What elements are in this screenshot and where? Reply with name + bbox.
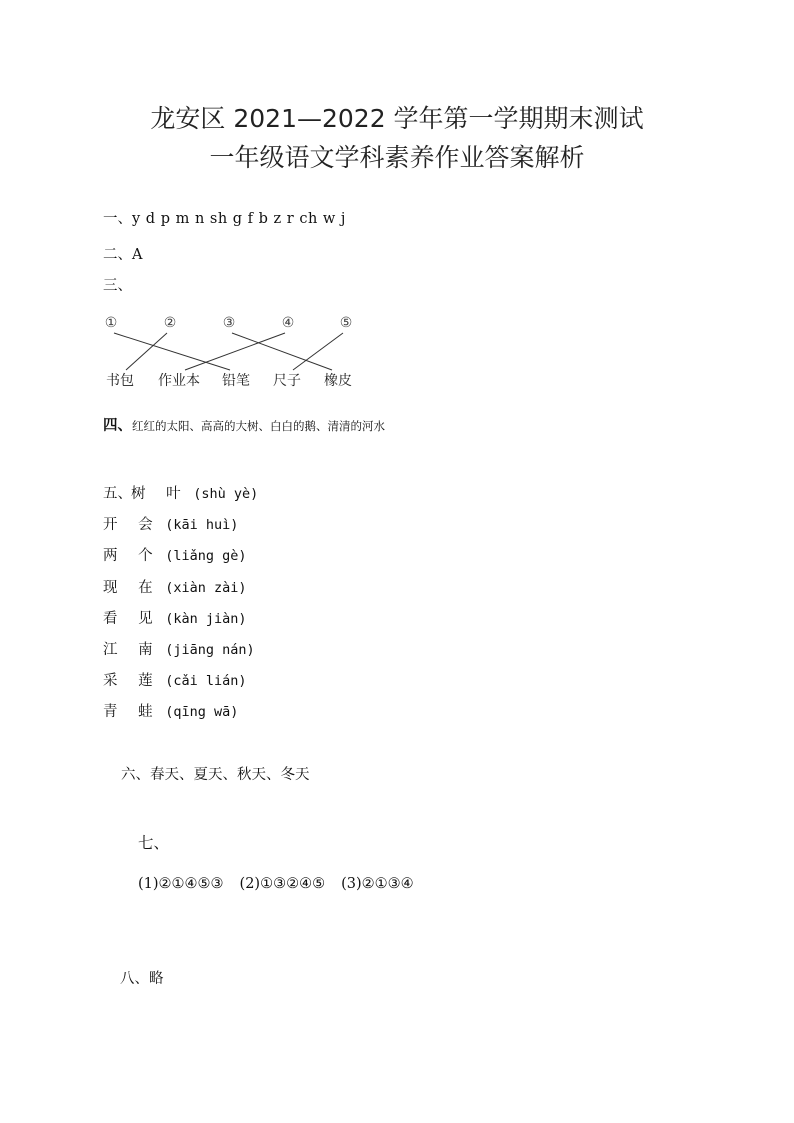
answer-4-label: 四、 — [103, 417, 132, 434]
answer-5-label: 五、 — [103, 486, 132, 502]
pinyin-row-pinyin: (xiàn zài) — [165, 579, 247, 596]
matching-diagram — [98, 310, 368, 400]
pinyin-row-chars: 开 会 — [103, 517, 161, 534]
pinyin-row-chars: 两 个 — [103, 548, 161, 565]
pinyin-row-pinyin: (jiāng nán) — [165, 642, 255, 658]
match-number: ④ — [281, 315, 295, 331]
pinyin-row — [103, 672, 247, 690]
answer-7-item-2-num: (2) — [239, 876, 261, 892]
match-word: 作业本 — [158, 373, 200, 389]
answer-1-text: y d p m n sh g f b z r ch w j — [132, 211, 346, 227]
match-word: 橡皮 — [324, 373, 352, 389]
answer-4 — [103, 417, 385, 435]
answer-7-item-1-seq: ②①④⑤③ — [158, 876, 224, 892]
answer-6-text: 春天、夏天、秋天、冬天 — [150, 767, 310, 783]
answer-7 — [138, 875, 414, 893]
pinyin-row-chars: 采 莲 — [103, 673, 161, 690]
answer-7-item-1 — [138, 876, 224, 892]
answer-7-item-1-num: (1) — [138, 876, 159, 892]
answer-7-item-3-seq: ②①③④ — [361, 876, 414, 892]
pinyin-row — [103, 516, 238, 534]
pinyin-row-pinyin: (kāi huì) — [165, 517, 239, 534]
answer-7-item-3 — [341, 876, 414, 892]
match-number: ② — [163, 315, 177, 331]
answer-2 — [103, 246, 142, 264]
answer-6-label: 六、 — [121, 767, 150, 783]
answer-1-label: 一、 — [103, 211, 132, 227]
answer-8 — [120, 970, 164, 988]
pinyin-row-chars: 青 蛙 — [103, 704, 161, 721]
pinyin-row-pinyin: (shù yè) — [193, 486, 259, 502]
match-line — [185, 333, 285, 370]
answer-8-text: 略 — [149, 971, 164, 987]
match-line — [114, 333, 230, 370]
pinyin-row-pinyin: (liǎng gè) — [165, 548, 247, 565]
pinyin-row — [103, 703, 238, 721]
match-word: 铅笔 — [222, 373, 250, 389]
answer-1 — [103, 210, 346, 228]
pinyin-row-pinyin: (kàn jiàn) — [165, 610, 247, 627]
answer-2-label: 二、 — [103, 247, 132, 263]
answer-3 — [103, 277, 132, 295]
match-number: ⑤ — [339, 315, 353, 331]
answer-2-text: A — [132, 247, 143, 263]
pinyin-row — [103, 547, 247, 565]
pinyin-row-chars: 江 南 — [103, 642, 161, 658]
title-line-2: 一年级语文学科素养作业答案解析 — [209, 143, 585, 172]
match-number: ① — [104, 315, 118, 331]
match-line — [232, 333, 332, 370]
answer-7-label-line — [138, 834, 169, 852]
answer-3-label: 三、 — [103, 278, 132, 294]
pinyin-row-pinyin: (cǎi lián) — [165, 673, 247, 690]
answer-7-item-2-seq: ①③②④⑤ — [260, 876, 326, 892]
pinyin-row — [103, 610, 247, 628]
pinyin-row-chars: 看 见 — [103, 610, 161, 627]
answer-8-label: 八、 — [120, 971, 149, 987]
match-number: ③ — [222, 315, 236, 331]
answer-7-label: 七、 — [138, 834, 170, 852]
answer-6 — [121, 766, 310, 784]
answer-4-text: 红红的太阳、高高的大树、白白的鹅、清清的河水 — [132, 419, 385, 433]
match-word: 尺子 — [273, 373, 301, 389]
pinyin-row — [131, 485, 258, 503]
answer-5-label-line — [103, 485, 132, 503]
title-line-1: 龙安区 2021—2022 学年第一学期期末测试 — [150, 104, 644, 133]
pinyin-row-pinyin: (qīng wā) — [165, 704, 239, 721]
pinyin-row — [103, 579, 247, 597]
answer-7-item-3-num: (3) — [341, 876, 362, 892]
pinyin-row-chars: 树 叶 — [131, 486, 189, 502]
match-word: 书包 — [106, 373, 134, 389]
pinyin-row-chars: 现 在 — [103, 579, 161, 596]
pinyin-row — [103, 641, 255, 659]
answer-7-item-2 — [240, 876, 326, 892]
